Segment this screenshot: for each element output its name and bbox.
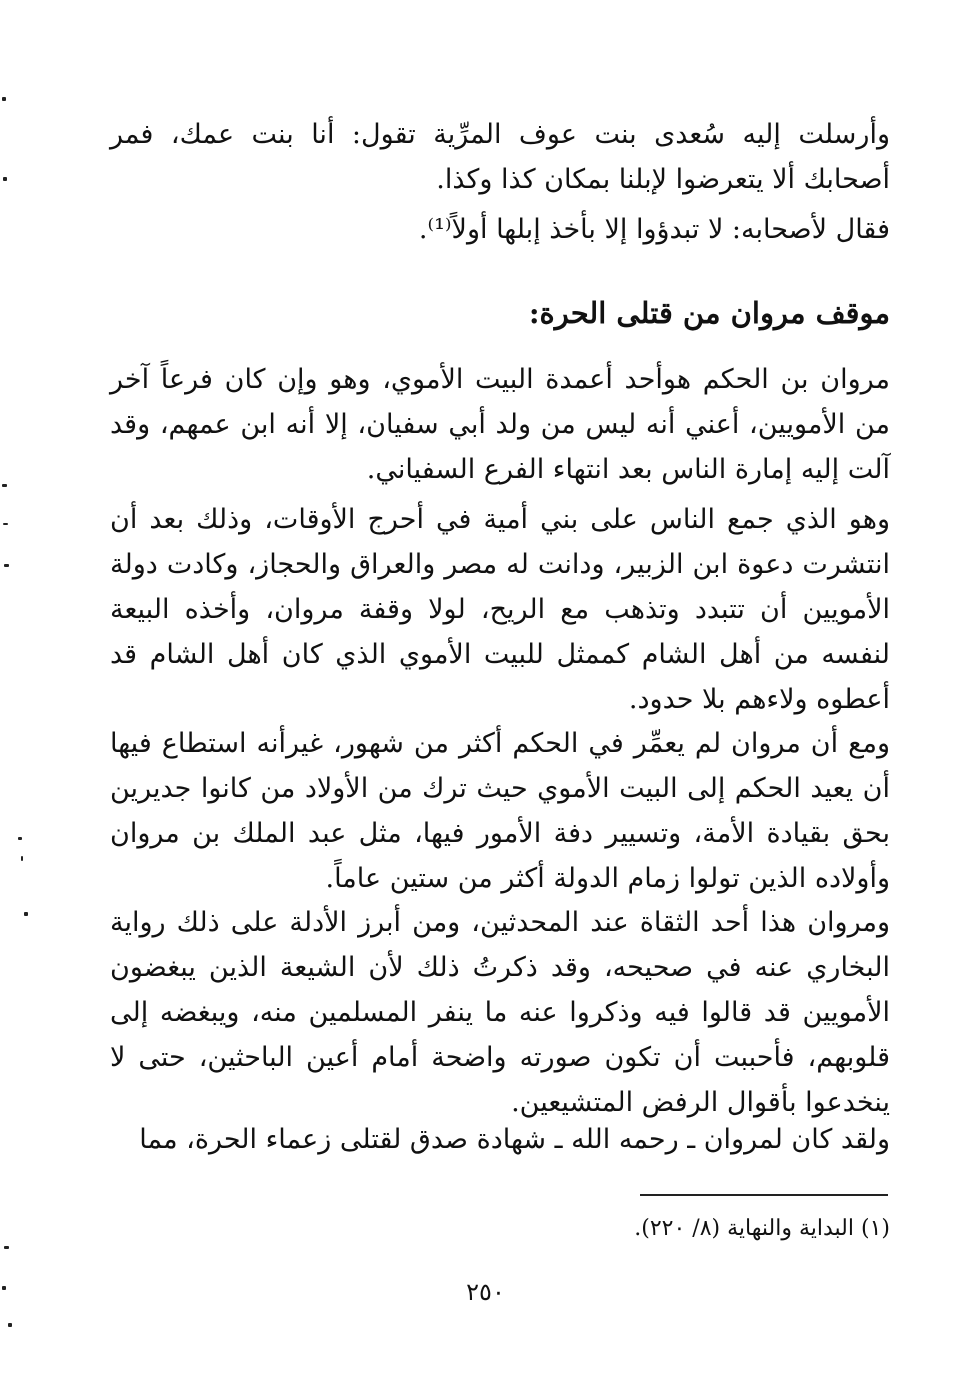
scan-artifact: [2, 1286, 6, 1290]
section-heading: موقف مروان من قتلى الحرة:: [528, 296, 890, 330]
scan-artifact: [3, 177, 7, 181]
paragraph-3: مروان بن الحكم هوأحد أعمدة البيت الأموي، وهو وإن كان فرعاً آخر من الأمويين، أعني أنه ليس من ولد أبي سفيان، إلا أنه ابن عمهم، وقد آلت إليه إمارة الناس بعد انتهاء الفرع السفياني.: [110, 364, 890, 485]
scan-artifact: [4, 564, 9, 567]
page-number: ٢٥٠: [466, 1278, 505, 1306]
scan-artifact: [21, 856, 23, 861]
scan-artifact: [2, 97, 6, 101]
scan-artifact: [2, 484, 7, 487]
paragraph-6: ومروان هذا أحد الثقاة عند المحدثين، ومن أبرز الأدلة على ذلك رواية البخاري عنه في صحيحه، وقد ذكرتُ ذلك لأن الشيعة الذين يبغضون الأمويين قد قالوا فيه وذكروا عنه ما ينفر المسلمين منه، ويبغضه إلى قلوبهم، فأحببت أن تكون صورته واضحة أمام أعين الباحثين، حتى لا ينخدعوا بأقوال الرفض المتشيعين.: [110, 907, 890, 1118]
scan-artifact: [8, 1323, 12, 1327]
paragraph-5: ومع أن مروان لم يعمِّر في الحكم أكثر من شهور، غيرأنه استطاع فيها أن يعيد الحكم إلى البيت الأموي حيث ترك من الأولاد من كانوا جديرين بحق بقيادة الأمة، وتسيير دفة الأمور فيها، مثل عبد الملك بن مروان وأولاده الذين تولوا زمام الدولة أكثر من ستين عاماً.: [110, 728, 890, 894]
paragraph-7: ولقد كان لمروان ـ رحمه الله ـ شهادة صدق لقتلى زعماء الحرة، مما: [139, 1124, 890, 1155]
paragraph-1: وأرسلت إليه سُعدى بنت عوف المرِّية تقول: أنا بنت عمك، فمر أصحابك ألا يتعرضوا لإبلنا بمكان كذا وكذا.: [110, 119, 890, 195]
footnote: (١) البداية والنهاية (٨/ ٢٢٠).: [634, 1216, 890, 1241]
scan-artifact: [4, 1246, 9, 1249]
scan-artifact: [24, 912, 28, 916]
footnote-divider: [640, 1194, 888, 1196]
paragraph-2: فقال لأصحابه: لا تبدؤوا إلا بأخذ إبلها أولاً⁽¹⁾.: [418, 214, 890, 245]
scan-artifact: [18, 837, 22, 840]
paragraph-4: وهو الذي جمع الناس على بني أمية في أحرج الأوقات، وذلك بعد أن انتشرت دعوة ابن الزبير، ودانت له مصر والعراق والحجاز، وكادت دولة الأمويين أن تتبدد وتذهب مع الريح، لولا وقفة مروان، وأخذه البيعة لنفسه من أهل الشام كممثل للبيت الأموي الذي كان أهل الشام قد أعطوه ولاءهم بلا حدود.: [110, 504, 890, 715]
scan-artifact: [3, 523, 8, 525]
